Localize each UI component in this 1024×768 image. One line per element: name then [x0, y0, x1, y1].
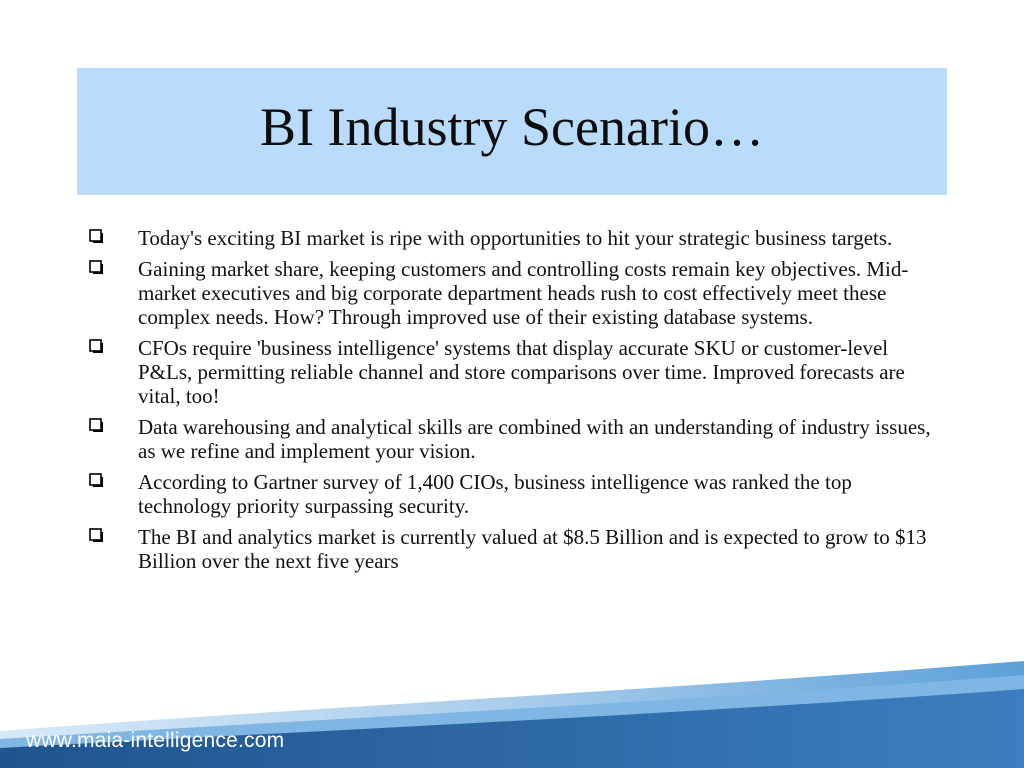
bullet-text: Gaining market share, keeping customers and controlling costs remain key objectives. Mid-market executives and big corporate department heads rush to cost effectively meet these complex needs. How? Through improved use of their existing database systems. — [138, 257, 909, 329]
checkbox-bullet-icon — [87, 470, 138, 491]
bullet-text: According to Gartner survey of 1,400 CIOs, business intelligence was ranked the top technology priority surpassing security. — [138, 470, 852, 518]
bullet-text: Today's exciting BI market is ripe with opportunities to hit your strategic business targets. — [138, 226, 893, 250]
slide-title: BI Industry Scenario… — [260, 96, 764, 157]
bullet-text: Data warehousing and analytical skills are combined with an understanding of industry issues, as we refine and implement your vision. — [138, 415, 931, 463]
checkbox-bullet-icon — [87, 226, 138, 247]
checkbox-bullet-icon — [87, 257, 138, 278]
bullet-item — [87, 257, 947, 329]
title-band — [77, 68, 947, 195]
bullet-item — [87, 226, 947, 250]
footer-website-url: www.maia-intelligence.com — [26, 729, 285, 752]
checkbox-bullet-icon — [87, 415, 138, 436]
bullet-item — [87, 525, 947, 573]
bullet-item — [87, 336, 947, 408]
bullet-list — [87, 226, 947, 580]
footer-band — [0, 653, 1024, 768]
bullet-text: The BI and analytics market is currently valued at $8.5 Billion and is expected to grow to $13 Billion over the next five years — [138, 525, 927, 573]
checkbox-bullet-icon — [87, 336, 138, 357]
bullet-item — [87, 415, 947, 463]
checkbox-bullet-icon — [87, 525, 138, 546]
bullet-item — [87, 470, 947, 518]
bullet-text: CFOs require 'business intelligence' systems that display accurate SKU or customer-level P&Ls, permitting reliable channel and store comparisons over time. Improved forecasts are vital, too! — [138, 336, 905, 408]
